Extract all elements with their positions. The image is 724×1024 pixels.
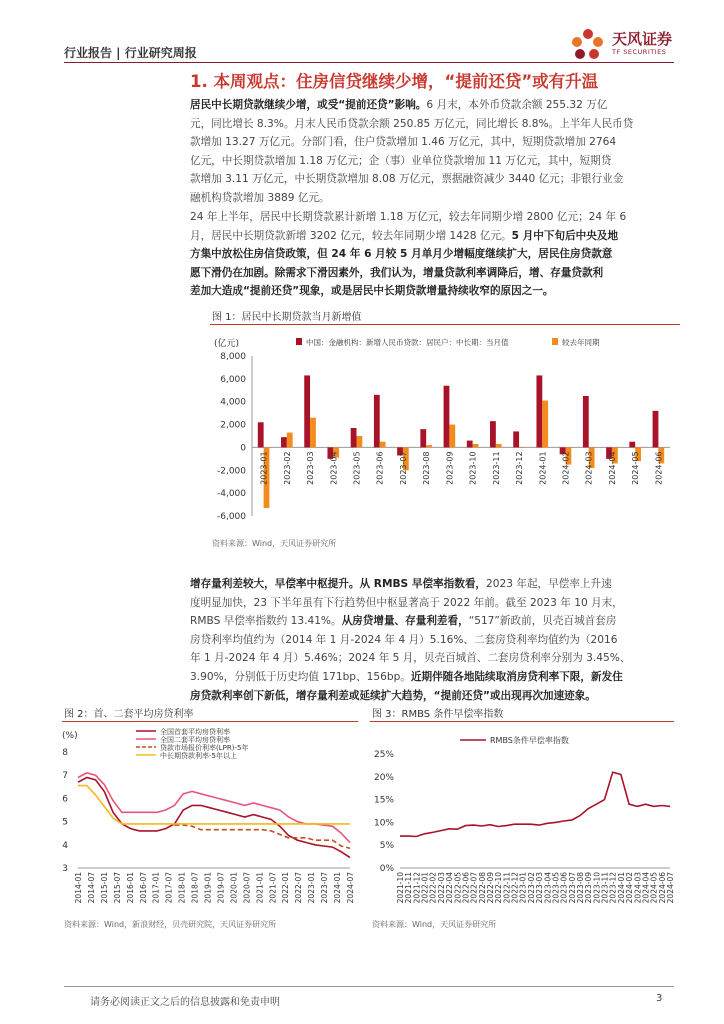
p2-line3: 方集中放松住房信贷政策，但 24 年 6 月较 5 月单月少增幅度继续扩大，居民住房贷款意	[190, 248, 613, 261]
fig1-bar-main	[513, 431, 519, 447]
p3-line6b: 近期伴随各地陆续取消房贷利率下限，新发住	[410, 670, 623, 683]
fig1-legend-yoy: 较去年同期	[562, 338, 600, 347]
fig2-x-tick: 2015-07	[112, 872, 122, 904]
fig3-x-tick: 2024-07	[666, 872, 675, 904]
fig1-bar-main	[653, 411, 659, 448]
fig1-bar-yoy	[310, 418, 316, 448]
fig3-x-tick: 2022-05	[453, 872, 463, 904]
fig1-bar-yoy	[380, 442, 386, 448]
fig1-source: 资料来源：Wind，天风证券研究所	[212, 539, 337, 548]
fig1-bar-main	[281, 437, 287, 447]
p1-line2: 元，同比增长 8.3%。月末人民币贷款余额 250.85 万亿元，同比增长 8.8%。上半年人民币贷	[190, 117, 634, 130]
fig3-x-tick: 2023-05	[551, 872, 561, 904]
fig3-x-tick: 2022-12	[510, 872, 520, 904]
fig1-title: 图 1：居民中长期贷款当月新增值	[212, 312, 362, 323]
fig2-series-line-1	[78, 773, 350, 843]
fig1-bar-main	[629, 442, 635, 448]
fig1-y-tick: -6,000	[216, 512, 246, 522]
p1-line1: 6 月末，本外币贷款余额 255.32 万亿	[426, 99, 608, 111]
fig3-x-tick: 2024-02	[625, 872, 635, 904]
fig3-x-tick: 2021-12	[412, 872, 422, 904]
fig2-x-tick: 2022-01	[281, 872, 291, 904]
fig3-x-tick: 2022-10	[494, 872, 504, 904]
fig2-y-tick: 3	[62, 864, 68, 874]
footer-disclaimer: 请务必阅读正文之后的信息披露和免责申明	[90, 997, 280, 1008]
fig3-x-tick: 2024-01	[616, 872, 626, 904]
fig1-x-tick: 2023-07	[398, 451, 408, 485]
fig1-y-tick: 2,000	[220, 420, 246, 431]
fig1-x-tick: 2023-06	[375, 451, 385, 485]
p1-line3: 款增加 13.27 万亿元。分部门看，住户贷款增加 1.46 万亿元，其中，短期贷款增加 2764	[190, 136, 617, 149]
fig3-x-tick: 2022-09	[486, 872, 495, 904]
fig2-legend-label: 贷款市场报价利率(LPR)-5年	[160, 744, 249, 752]
fig1-bar-yoy	[357, 436, 363, 447]
fig1-x-tick: 2024-02	[561, 451, 571, 485]
fig1-x-tick: 2024-03	[584, 451, 594, 485]
fig3-x-tick: 2022-07	[469, 872, 479, 904]
p3-line6a: 3.90%，分别低于历史均值 171bp、156bp。	[190, 670, 411, 683]
fig1-bar-main	[536, 375, 542, 447]
fig1-x-tick: 2024-04	[607, 451, 617, 485]
fig2-line-chart	[56, 722, 360, 918]
fig1-y-tick: 6,000	[220, 374, 246, 385]
fig3-x-tick: 2023-02	[526, 872, 536, 904]
fig1-bar-main	[374, 395, 380, 448]
fig3-x-tick: 2021-10	[396, 872, 405, 904]
fig2-x-tick: 2014-01	[74, 872, 83, 904]
fig3-x-tick: 2022-08	[477, 872, 487, 904]
fig2-x-tick: 2024-01	[333, 872, 343, 904]
p1-line4: 亿元，中长期贷款增加 1.18 万亿元；企（事）业单位贷款增加 11 万亿元，其中，短期贷	[190, 154, 612, 167]
paragraph-2	[190, 208, 680, 301]
page-number: 3	[656, 993, 663, 1004]
p3-lead: 增存量利差较大，早偿率中枢提升。从 RMBS 早偿率指数看，	[190, 578, 487, 590]
p3-line4: 房贷利率均值约为（2014 年 1 月-2024 年 4 月）5.16%、二套房贷利率均值约为（2016	[190, 633, 618, 646]
fig1-bar-yoy	[287, 433, 293, 448]
p2-line1: 24 年上半年，居民中长期贷款累计新增 1.18 万亿元，较去年同期少增 2800 亿元；24 年 6	[190, 211, 627, 223]
fig2-series-line-2	[175, 825, 351, 848]
fig1-x-tick: 2023-02	[282, 451, 292, 485]
footer-divider	[64, 986, 674, 987]
logo-flower-icon	[568, 24, 608, 62]
fig3-x-tick: 2023-07	[567, 872, 577, 904]
p3-line3: RMBS 早偿率指数约 13.41%。	[190, 615, 342, 628]
p2-line2b: 5 月中下旬后中央及地	[511, 229, 619, 242]
fig3-x-tick: 2022-02	[428, 872, 438, 904]
fig3-x-tick: 2021-11	[404, 872, 414, 904]
fig1-bar-yoy	[519, 447, 525, 448]
fig1-y-tick: 8,000	[220, 352, 246, 362]
fig1-bar-main	[351, 428, 357, 447]
fig3-x-tick: 2024-06	[657, 872, 667, 904]
fig1-x-tick: 2023-12	[515, 451, 525, 485]
fig1-bar-yoy	[426, 445, 432, 447]
fig1-bar-main	[583, 396, 589, 447]
fig2-x-tick: 2023-01	[307, 872, 317, 904]
fig3-x-tick: 2022-01	[420, 872, 430, 904]
fig3-legend-label: RMBS条件早偿率指数	[490, 736, 569, 745]
fig2-x-tick: 2024-07	[346, 872, 355, 904]
fig3-x-tick: 2023-08	[576, 872, 585, 904]
fig2-x-tick: 2020-07	[242, 872, 252, 904]
fig1-x-tick: 2024-01	[538, 451, 548, 485]
fig3-x-tick: 2023-03	[535, 872, 545, 904]
fig1-y-unit: (亿元)	[214, 339, 240, 349]
fig3-x-tick: 2023-09	[584, 872, 594, 904]
fig1-bar-main	[490, 421, 496, 447]
p2-line4: 愿下滑仍在加剧。除需求下滑因素外，我们认为，增量贷款利率调降后，增、存量贷款利	[190, 266, 604, 279]
fig2-x-tick: 2016-01	[125, 872, 135, 904]
logo-text-cn: 天风证券	[612, 30, 673, 48]
fig3-x-tick: 2023-11	[600, 872, 610, 904]
fig2-x-tick: 2020-01	[229, 872, 239, 904]
fig1-bar-yoy	[473, 444, 479, 447]
fig1-x-tick: 2024-06	[654, 451, 664, 485]
p2-line5: 差加大造成“提前还贷”现象，或是居民中长期贷款增量持续收窄的原因之一。	[190, 285, 554, 298]
p3-line7: 房贷款利率创下新低，增存量利差或延续扩大趋势，“提前还贷”或出现再次加速迹象。	[190, 689, 596, 702]
report-category: 行业报告 | 行业研究周报	[64, 46, 197, 60]
fig2-x-tick: 2016-07	[138, 872, 148, 904]
fig1-x-tick: 2023-04	[329, 451, 339, 485]
fig2-series-line-3	[78, 786, 350, 824]
p3-line1: 2023 年起，早偿率上升速	[486, 578, 612, 590]
fig1-legend-swatch-yoy	[552, 338, 558, 345]
fig3-x-tick: 2023-10	[592, 872, 602, 904]
p1-lead: 居民中长期贷款继续少增，或受“提前还贷”影响。	[190, 99, 427, 111]
fig3-x-tick: 2023-01	[518, 872, 528, 904]
fig3-y-tick: 5%	[379, 841, 394, 852]
fig2-x-tick: 2019-07	[216, 872, 226, 904]
fig1-bar-chart	[200, 330, 680, 535]
fig1-bar-yoy	[449, 425, 455, 448]
fig3-line-chart	[364, 722, 678, 918]
fig2-x-tick: 2019-01	[203, 872, 213, 904]
fig1-legend-main: 中国：金融机构：新增人民币贷款：居民户：中长期：当月值	[306, 338, 509, 347]
fig3-x-tick: 2024-04	[641, 872, 651, 904]
fig3-y-tick: 10%	[373, 818, 394, 829]
fig1-title-rule	[210, 324, 680, 325]
fig3-x-tick: 2022-03	[436, 872, 446, 904]
fig1-y-tick: 4,000	[220, 397, 246, 408]
fig1-legend-swatch-main	[296, 338, 302, 345]
fig3-y-tick: 15%	[373, 795, 394, 806]
fig2-x-tick: 2021-07	[268, 872, 278, 904]
fig3-x-tick: 2022-11	[502, 872, 512, 904]
fig2-source: 资料来源：Wind，新浪财经，贝壳研究院，天风证券研究所	[64, 920, 277, 929]
p2-line2a: 月，居民中长期贷款新增 3202 亿元，较去年同期少增 1428 亿元。	[190, 229, 512, 242]
section-title: 1. 本周观点：住房信贷继续少增，“提前还贷”或有升温	[190, 72, 599, 91]
fig2-x-tick: 2022-07	[294, 872, 304, 904]
fig1-x-tick: 2023-03	[306, 451, 316, 485]
fig3-x-tick: 2022-06	[461, 872, 471, 904]
fig2-y-tick: 8	[62, 748, 68, 758]
fig2-y-tick: 6	[62, 794, 68, 805]
fig3-x-tick: 2023-12	[608, 872, 618, 904]
paragraph-3	[190, 575, 680, 705]
fig3-title: 图 3：RMBS 条件早偿率指数	[372, 709, 504, 720]
fig1-x-tick: 2024-05	[631, 451, 641, 485]
fig2-x-tick: 2023-07	[320, 872, 330, 904]
fig1-bar-yoy	[496, 444, 502, 447]
p1-line6: 融机构贷款增加 3889 亿元。	[190, 191, 330, 204]
fig3-y-tick: 0%	[379, 864, 394, 874]
fig2-y-unit: (%)	[62, 731, 78, 741]
fig1-x-tick: 2023-05	[352, 451, 362, 485]
fig2-y-tick: 5	[62, 817, 68, 828]
p3-line3c: “517”新政前，贝壳百城首套房	[468, 615, 617, 628]
fig2-x-tick: 2014-07	[86, 872, 96, 904]
fig2-legend-label: 全国二套平均房贷利率	[160, 736, 230, 744]
company-logo	[568, 24, 678, 62]
fig2-x-tick: 2017-07	[164, 872, 174, 904]
fig2-legend-label: 中长期贷款利率-5年以上	[160, 752, 237, 760]
fig1-x-tick: 2023-10	[468, 451, 478, 485]
fig2-x-tick: 2021-01	[255, 872, 265, 904]
fig2-series-line-0	[78, 778, 350, 858]
fig1-x-tick: 2023-11	[491, 451, 501, 485]
fig1-bar-main	[304, 375, 310, 447]
logo-text-en: TF SECURITIES	[612, 48, 667, 56]
fig1-bar-yoy	[542, 401, 548, 448]
fig1-bar-main	[258, 422, 264, 447]
header-divider	[64, 62, 674, 63]
fig1-x-tick: 2023-01	[259, 451, 269, 485]
fig3-y-tick: 25%	[373, 750, 394, 760]
fig1-x-tick: 2023-08	[422, 451, 432, 485]
p3-line3b: 从房贷增量、存量利差看，	[341, 615, 469, 628]
fig3-x-tick: 2024-05	[649, 872, 659, 904]
fig3-x-tick: 2022-04	[445, 872, 455, 904]
fig3-x-tick: 2023-04	[543, 872, 553, 904]
fig1-bar-main	[444, 386, 450, 448]
paragraph-1	[190, 96, 680, 208]
fig1-y-tick: 0	[240, 443, 246, 454]
fig1-y-tick: -4,000	[216, 489, 246, 500]
p3-line2: 度明显加快，23 下半年虽有下行趋势但中枢显著高于 2022 年前。截至 2023 年 10 月末，	[190, 596, 623, 609]
fig2-y-tick: 4	[62, 840, 68, 851]
fig3-x-tick: 2023-06	[559, 872, 569, 904]
fig2-x-tick: 2018-07	[190, 872, 200, 904]
p3-line5: 年 1 月-2024 年 4 月）5.46%；2024 年 5 月，贝壳百城首、二套房贷利率分别为 3.45%、	[190, 652, 631, 665]
fig1-bar-main	[420, 429, 426, 447]
p1-line5: 款增加 3.11 万亿元，中长期贷款增加 8.08 万亿元，票据融资减少 3440 亿元；非银行业金	[190, 173, 624, 186]
fig2-legend-label: 全国首套平均房贷利率	[160, 728, 230, 736]
fig1-x-tick: 2023-09	[445, 451, 455, 485]
fig2-title: 图 2：首、二套平均房贷利率	[64, 709, 194, 720]
fig2-y-tick: 7	[62, 771, 68, 782]
fig3-source: 资料来源：Wind，天风证券研究所	[372, 920, 497, 929]
fig1-y-tick: -2,000	[216, 466, 246, 477]
fig3-series-line	[400, 772, 670, 836]
fig2-x-tick: 2018-01	[177, 872, 187, 904]
fig3-y-tick: 20%	[373, 772, 394, 783]
fig2-x-tick: 2017-01	[151, 872, 161, 904]
fig2-x-tick: 2015-01	[99, 872, 109, 904]
fig1-bar-main	[467, 441, 473, 448]
fig3-x-tick: 2024-03	[633, 872, 643, 904]
